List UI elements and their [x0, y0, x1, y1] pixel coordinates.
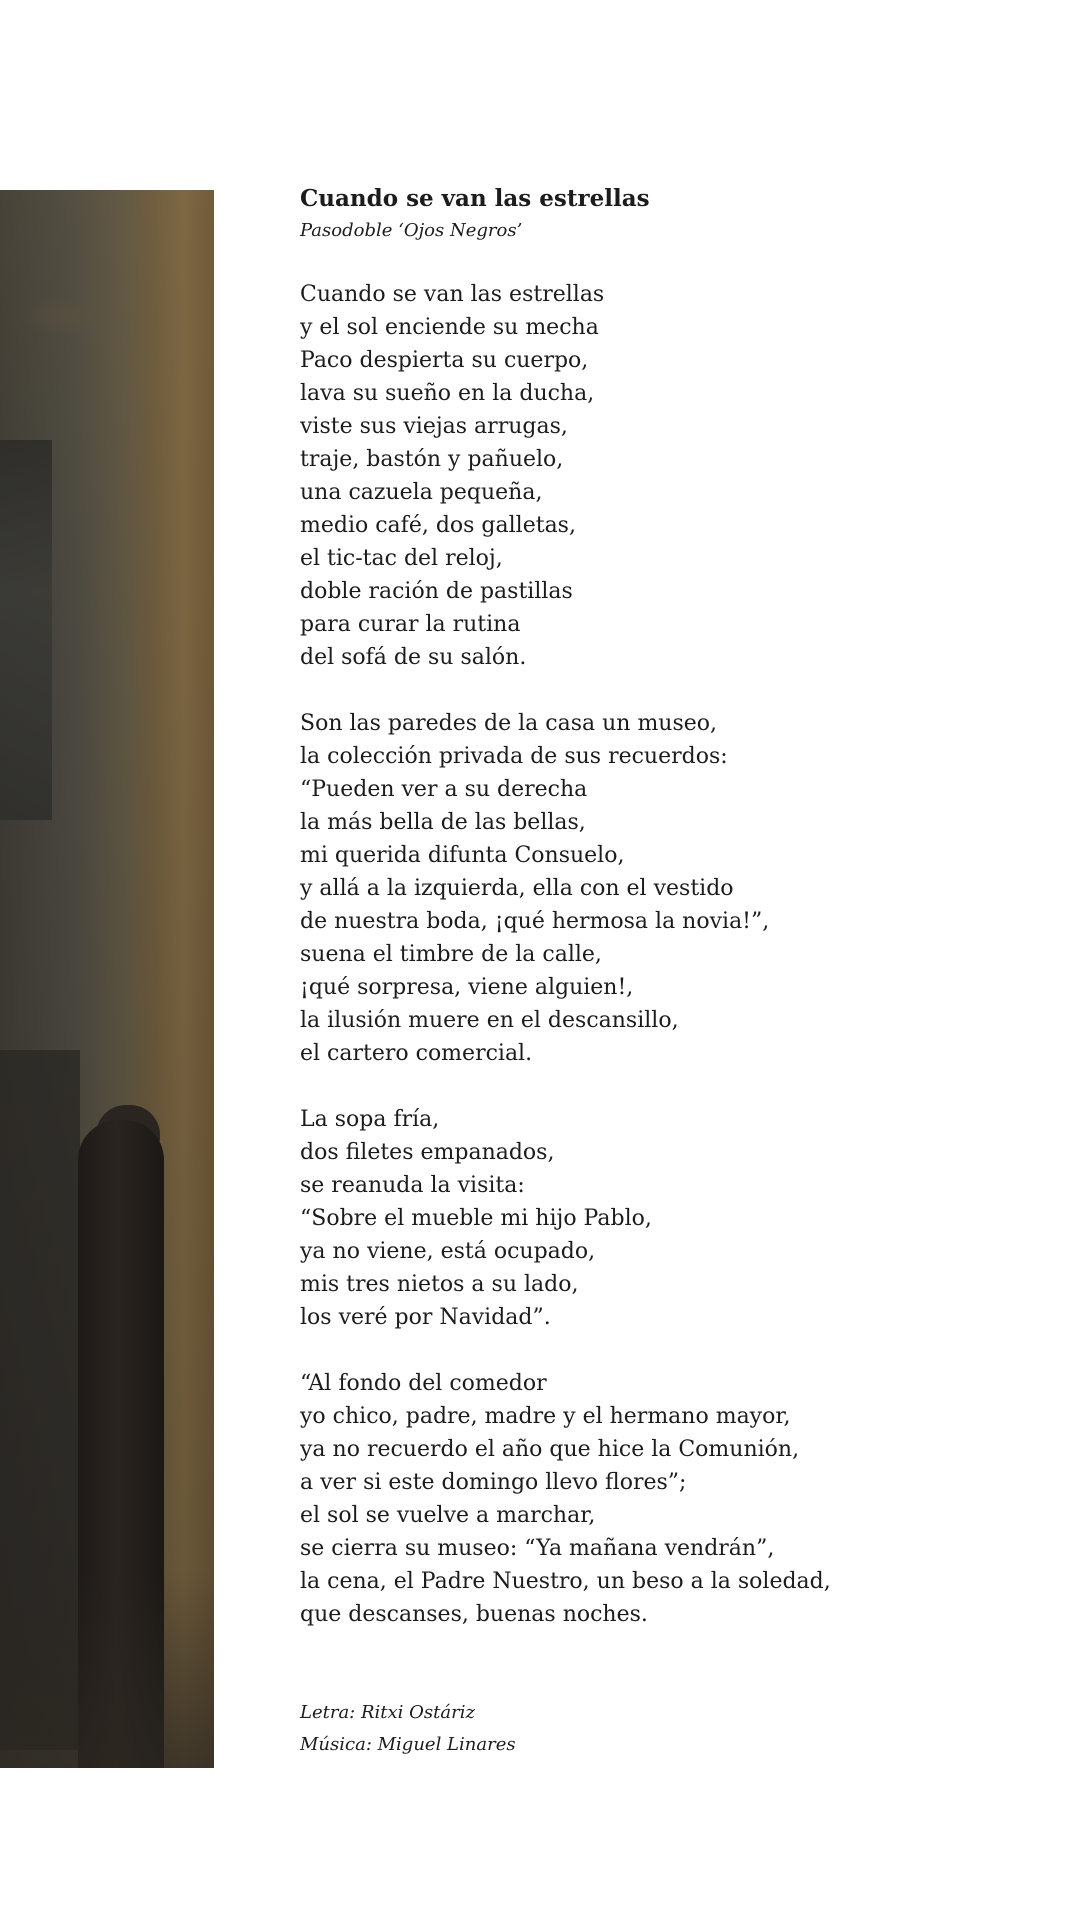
painting-image — [0, 190, 214, 1768]
verse: el cartero comercial. — [300, 1041, 533, 1066]
verse: medio café, dos galletas, — [300, 513, 576, 538]
poem-subtitle: Pasodoble ‘Ojos Negros’ — [300, 220, 523, 241]
music-credit: Música: Miguel Linares — [300, 1734, 516, 1755]
verse: y el sol enciende su mecha — [300, 315, 599, 340]
verse: doble ración de pastillas — [300, 579, 573, 604]
verse: dos filetes empanados, — [300, 1140, 555, 1165]
verse: traje, bastón y pañuelo, — [300, 447, 564, 472]
verse: Paco despierta su cuerpo, — [300, 348, 589, 373]
verse: viste sus viejas arrugas, — [300, 414, 568, 439]
verse: una cazuela pequeña, — [300, 480, 543, 505]
verse: la cena, el Padre Nuestro, un beso a la soledad, — [300, 1569, 831, 1594]
verse: y allá a la izquierda, ella con el vestido — [300, 876, 734, 901]
verse: de nuestra boda, ¡qué hermosa la novia!”, — [300, 909, 770, 934]
verse: a ver si este domingo llevo flores”; — [300, 1470, 687, 1495]
painting-floor — [0, 1570, 214, 1768]
verse: lava su sueño en la ducha, — [300, 381, 595, 406]
verse: suena el timbre de la calle, — [300, 942, 602, 967]
verse: la más bella de las bellas, — [300, 810, 586, 835]
verse: ¡qué sorpresa, viene alguien!, — [300, 975, 634, 1000]
verse: que descanses, buenas noches. — [300, 1602, 648, 1627]
verse: el tic-tac del reloj, — [300, 546, 503, 571]
poem — [300, 184, 1040, 1761]
verse: la ilusión muere en el descansillo, — [300, 1008, 679, 1033]
verse: ya no recuerdo el año que hice la Comunión, — [300, 1437, 800, 1462]
verse: “Pueden ver a su derecha — [300, 777, 588, 802]
stanza-2 — [300, 707, 1040, 1070]
painting-dark-panel — [0, 440, 52, 820]
credits — [300, 1697, 1040, 1761]
verse: del sofá de su salón. — [300, 645, 527, 670]
verse: para curar la rutina — [300, 612, 521, 637]
verse: mis tres nietos a su lado, — [300, 1272, 579, 1297]
poem-title: Cuando se van las estrellas — [300, 185, 650, 212]
stanza-3 — [300, 1103, 1040, 1334]
stanza-4 — [300, 1367, 1040, 1631]
verse: Son las paredes de la casa un museo, — [300, 711, 718, 736]
verse: “Sobre el mueble mi hijo Pablo, — [300, 1206, 652, 1231]
verse: se cierra su museo: “Ya mañana vendrán”, — [300, 1536, 775, 1561]
verse: el sol se vuelve a marchar, — [300, 1503, 596, 1528]
verse: Cuando se van las estrellas — [300, 282, 605, 307]
verse: ya no viene, está ocupado, — [300, 1239, 596, 1264]
stanza-1 — [300, 278, 1040, 674]
verse: “Al fondo del comedor — [300, 1371, 547, 1396]
verse: mi querida difunta Consuelo, — [300, 843, 625, 868]
verse: La sopa fría, — [300, 1107, 440, 1132]
verse: los veré por Navidad”. — [300, 1305, 551, 1330]
verse: la colección privada de sus recuerdos: — [300, 744, 728, 769]
verse: se reanuda la visita: — [300, 1173, 525, 1198]
verse: yo chico, padre, madre y el hermano mayor, — [300, 1404, 791, 1429]
lyrics-credit: Letra: Ritxi Ostáriz — [300, 1702, 475, 1723]
